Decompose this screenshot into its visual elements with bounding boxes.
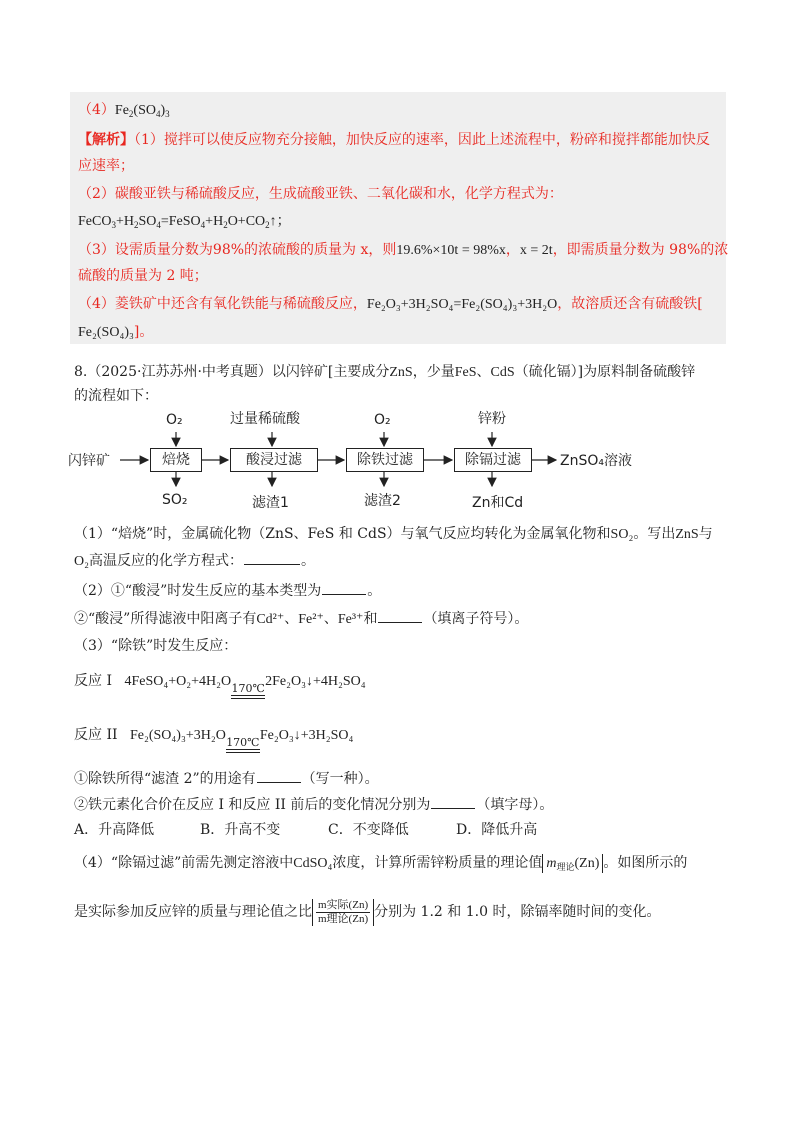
analysis-3-sep: ， — [505, 242, 520, 258]
sub-q3a-line — [74, 768, 379, 789]
f4: 4 — [155, 109, 161, 119]
flow-output-residue-2: 滤渣2 — [364, 493, 401, 509]
option-d[interactable]: D．降低升高 — [456, 822, 538, 838]
q-zns: ZnS — [389, 365, 413, 380]
option-c[interactable]: C．不变降低 — [328, 822, 409, 838]
reaction-1 — [74, 664, 366, 699]
question-8-line1 — [74, 362, 695, 383]
sub3a: 3 — [111, 220, 116, 230]
flow-end-product: ZnSO₄溶液 — [560, 453, 632, 469]
theoretical-mass-bracket — [542, 854, 603, 873]
sub-q2b-ions: Cd²⁺、Fe²⁺、Fe³⁺ — [256, 612, 364, 627]
flow-input-o2-1: O₂ — [166, 412, 183, 428]
sub-q1-o2: O₂ — [74, 554, 89, 569]
f2: 2 — [128, 109, 134, 119]
analysis-1b: 应速率； — [78, 158, 134, 174]
mass-ratio-numerator: m实际(Zn) — [318, 898, 369, 911]
sub2c: 2 — [265, 220, 270, 230]
reaction-2-temp: 170℃ — [226, 736, 260, 749]
eq2-b: +H — [115, 214, 134, 229]
sub-q4b: 浓度，计算所需锌粉质量的理论值 — [332, 855, 543, 871]
q-text-b: （硫化镉）]为原料制备硫酸锌 — [514, 364, 696, 380]
sub-q1e: 。 — [301, 553, 315, 569]
sub-q3b-line — [74, 794, 553, 815]
sub2a: 2 — [133, 220, 139, 230]
sub-q2-line2 — [74, 608, 528, 630]
sub-q4c: 。如图所示的 — [603, 855, 688, 871]
analysis-4-cont — [78, 322, 153, 343]
eq2-a: FeCO — [78, 214, 112, 229]
f3: (SO — [133, 103, 156, 118]
theoretical-zn: (Zn) — [574, 856, 600, 871]
q-cds: CdS — [490, 365, 515, 380]
flow-input-o2-2: O₂ — [374, 412, 391, 428]
flow-input-dilute-acid: 过量稀硫酸 — [230, 411, 300, 427]
analysis-tag: 【解析】 — [78, 132, 134, 148]
sub-q1a: （1）“焙烧”时，金属硫化物（ZnS、FeS 和 CdS）与氧气反应均转化为金属氧化物和 — [74, 526, 611, 542]
sub-q4-cdso4: CdSO₄ — [293, 856, 333, 871]
sub-q1-line1 — [74, 524, 713, 545]
analysis-4c: Fe₂(SO₄)₃ — [78, 325, 134, 340]
f5: ) — [160, 103, 166, 118]
reaction-2 — [74, 718, 353, 753]
eq2-g: ↑ — [269, 214, 277, 229]
analysis-1a: （1）搅拌可以使反应物充分接触，加快反应的速率，因此上述流程中，粉碎和搅拌都能加快反 — [134, 132, 710, 148]
sub-q2-line1 — [74, 580, 381, 601]
f6: 3 — [165, 109, 170, 119]
f1: Fe — [114, 103, 129, 118]
answer-blank-2[interactable] — [322, 580, 366, 595]
q-fes: FeS — [454, 365, 477, 380]
sub-q2a: （2）①“酸浸”时发生反应的基本类型为 — [74, 583, 322, 599]
analysis-4a: （4）菱铁矿中还含有氧化铁能与稀硫酸反应， — [78, 296, 367, 312]
option-b[interactable]: B．升高不变 — [200, 822, 281, 838]
analysis-4d: ]。 — [133, 324, 154, 340]
flow-box-acid-leach: 酸浸过滤 — [230, 448, 318, 472]
theoretical-sub: 理论 — [556, 862, 575, 872]
mass-ratio-fraction — [316, 899, 370, 926]
sub-q2a-end: 。 — [367, 583, 382, 599]
sub4b: 4 — [200, 220, 206, 230]
analysis-2: （2）碳酸亚铁与稀硫酸反应，生成硫酸亚铁、二氧化碳和水，化学方程式为： — [78, 186, 563, 202]
sub-q5b: 分别为 1.2 和 1.0 时，除镉率随时间的变化。 — [374, 904, 661, 920]
sub-q3b: ②铁元素化合价在反应 I 和反应 II 前后的变化情况分别为 — [74, 797, 431, 813]
reaction-1-label: 反应 I — [74, 673, 112, 689]
sub-q2b-and: 和 — [363, 611, 378, 627]
reaction-2-right: Fe₂O₃↓+3H₂SO₄ — [259, 728, 354, 743]
reaction-1-right: 2Fe₂O₃↓+4H₂SO₄ — [265, 674, 366, 689]
flow-start-material: 闪锌矿 — [68, 453, 110, 469]
answer-blank-4[interactable] — [257, 768, 301, 783]
answer-blank-5[interactable] — [431, 794, 475, 809]
analysis-4-eq: Fe₂O₃+3H₂SO₄=Fe₂(SO₄)₃+3H₂O — [366, 297, 558, 312]
answer-blank-1[interactable] — [244, 550, 300, 565]
eq2-h: ； — [276, 214, 291, 229]
flow-box-iron-removal: 除铁过滤 — [346, 448, 424, 472]
eq2-e: +H — [205, 214, 224, 229]
reaction-1-temp: 170℃ — [231, 682, 265, 695]
analysis-eq2 — [78, 212, 291, 232]
sub-q1-so2: SO₂ — [610, 527, 634, 542]
analysis-4 — [78, 294, 703, 315]
analysis-4b: ，故溶质还含有硫酸铁[ — [557, 296, 703, 312]
flow-box-roasting: 焙烧 — [150, 448, 202, 472]
sub-q4a: （4）“除镉过滤”前需先测定溶液中 — [74, 855, 294, 871]
analysis-3 — [78, 240, 728, 261]
q-text-a: ，少量 — [412, 364, 455, 380]
reaction-2-left: Fe₂(SO₄)₃+3H₂O — [129, 728, 226, 743]
question-source: （2025·江苏苏州·中考真题）以闪锌矿[主要成分 — [87, 364, 390, 380]
sub-q1-line2 — [74, 550, 315, 572]
analysis-line-1 — [78, 130, 710, 150]
option-a[interactable]: A．升高降低 — [74, 822, 155, 838]
theoretical-m: m — [546, 856, 557, 871]
analysis-3-eq1: 19.6%×10t = 98%x — [396, 243, 506, 258]
flow-output-zn-cd: Zn和Cd — [472, 495, 524, 511]
sub4a: 4 — [156, 220, 161, 230]
sub-q4-line2 — [74, 888, 660, 936]
question-8-line2: 的流程如下： — [74, 388, 158, 404]
answer-q4-formula — [115, 103, 170, 118]
sub-q4-line1 — [74, 850, 687, 877]
sub-q2b: ②“酸浸”所得滤液中阳离子有 — [74, 611, 257, 627]
sub-q1c: 与 — [698, 526, 713, 542]
sub-q1b: 。写出 — [633, 526, 676, 542]
sub2b: 2 — [223, 220, 228, 230]
answer-q4 — [78, 100, 170, 121]
reaction-2-label: 反应 II — [74, 727, 118, 743]
process-flow-diagram — [68, 408, 688, 516]
question-number: 8. — [74, 364, 88, 380]
sub-q3: （3）“除铁”时发生反应： — [74, 638, 238, 654]
sub-q5a: 是实际参加反应锌的质量与理论值之比 — [74, 904, 312, 920]
flow-output-so2: SO₂ — [162, 492, 188, 508]
sub-q3a: ①除铁所得“滤渣 2”的用途有 — [74, 771, 256, 787]
flow-output-residue-1: 滤渣1 — [252, 495, 289, 511]
sub-q1-zns: ZnS — [675, 527, 699, 542]
reaction-1-left: 4FeSO₄+O₂+4H₂O — [124, 674, 232, 689]
reaction-2-equals — [226, 749, 260, 753]
mass-ratio-denominator: m理论(Zn) — [318, 912, 369, 925]
eq2-c: SO — [138, 214, 157, 229]
sub-q2b-end: （填离子符号）。 — [423, 611, 529, 627]
flow-input-zinc-powder: 锌粉 — [478, 411, 506, 427]
analysis-3c: 硫酸的质量为 2 吨； — [78, 268, 208, 284]
sub-q3a-end: （写一种）。 — [301, 771, 379, 787]
mass-ratio-bracket — [312, 899, 374, 926]
answer-q4-label: （4） — [78, 102, 115, 118]
analysis-3b: ，即需质量分数为 98%的浓 — [552, 242, 729, 258]
reaction-1-equals — [231, 695, 265, 699]
eq2-f: O+CO — [227, 214, 266, 229]
sub-q3b-end: （填字母）。 — [476, 797, 554, 813]
answer-blank-3[interactable] — [378, 608, 422, 623]
analysis-3a: （3）设需质量分数为98%的浓硫酸的质量为 x，则 — [78, 242, 397, 258]
eq2-d: =FeSO — [160, 214, 201, 229]
flow-box-cadmium-removal: 除镉过滤 — [454, 448, 532, 472]
reaction-2-condition — [226, 737, 260, 753]
reaction-1-condition — [231, 683, 265, 699]
sub-q1d: 高温反应的化学方程式： — [89, 553, 243, 569]
q-sep: 、 — [476, 364, 491, 380]
analysis-3-eq2: x = 2t — [519, 243, 553, 258]
